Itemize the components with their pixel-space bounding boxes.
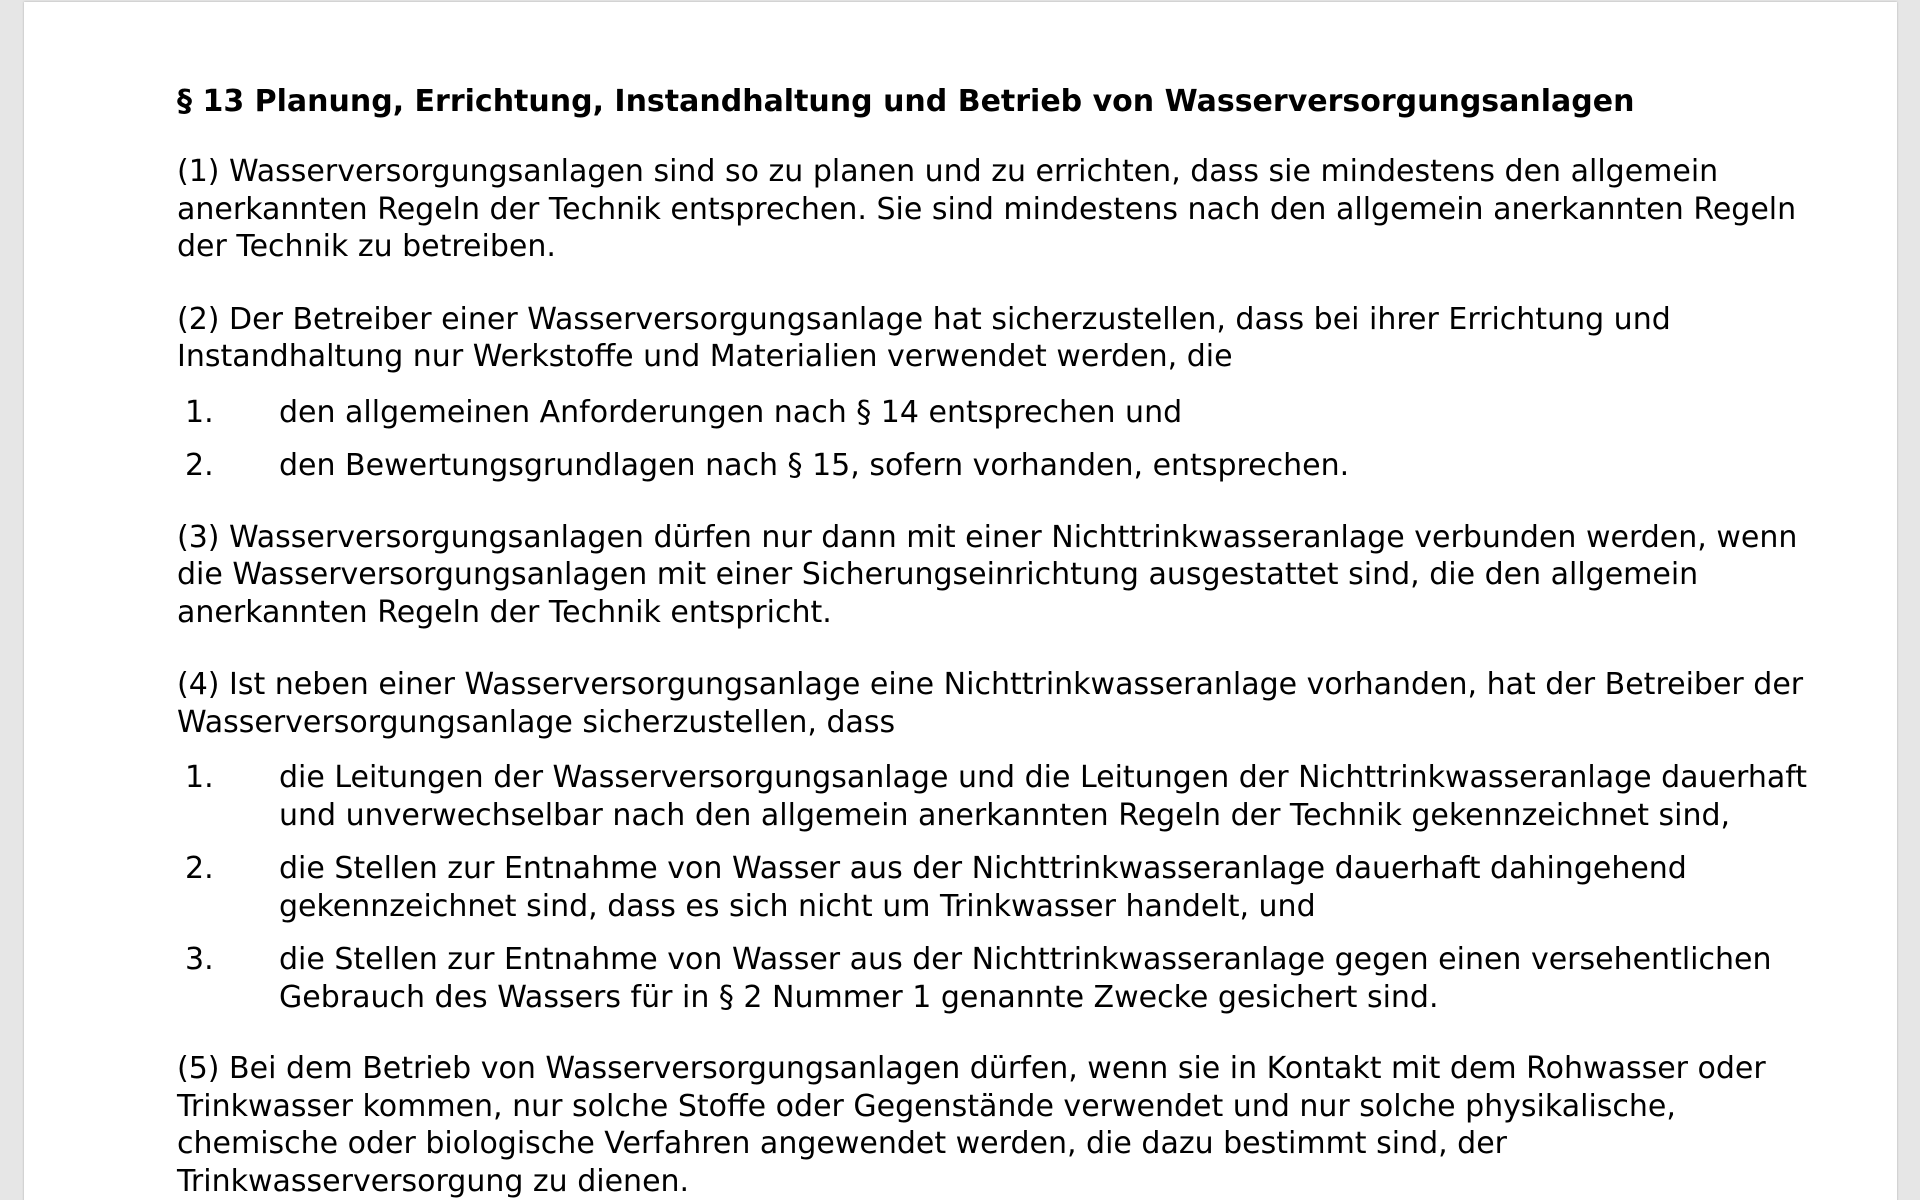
numbered-list [177, 394, 1817, 485]
section-heading: § 13 Planung, Errichtung, Instandhaltung und Betrieb von Wasserversorgungsanlagen [177, 84, 1635, 119]
list-item-number: 2. [185, 851, 214, 886]
list-item-text: den allgemeinen Anforderungen nach § 14 entsprechen und [279, 394, 1183, 430]
paragraph-5: (5) Bei dem Betrieb von Wasserversorgungsanlagen dürfen, wenn sie in Kontakt mit dem Rohwasser oder Trinkwasser kommen, nur solche Stoffe oder Gegenstände verwendet und nur solche physikalische, chemische oder biologische Verfahren angewendet werden, die dazu bestimmt sind, der Trinkwasserversorgung zu dienen. [177, 1051, 1766, 1199]
list-item [177, 394, 1817, 432]
list-item [177, 759, 1817, 834]
paragraph-2: (2) Der Betreiber einer Wasserversorgungsanlage hat sicherzustellen, dass bei ihrer Errichtung und Instandhaltung nur Werkstoffe und Materialien verwendet werden, die [177, 301, 1671, 374]
list-item [177, 941, 1817, 1016]
list-item [177, 850, 1817, 925]
list-item-text: die Stellen zur Entnahme von Wasser aus der Nichttrinkwasseranlage gegen einen versehentlichen Gebrauch des Wassers für in § 2 Nummer 1 genannte Zwecke gesichert sind. [279, 942, 1772, 1015]
list-item [177, 447, 1817, 485]
paragraph-3: (3) Wasserversorgungsanlagen dürfen nur dann mit einer Nichttrinkwasseranlage verbunden werden, wenn die Wasserversorgungsanlagen mit einer Sicherungseinrichtung ausgestattet sind, die den allgemein anerkannten Regeln der Technik entspricht. [177, 519, 1798, 630]
document-page [24, 2, 1897, 1200]
numbered-list [177, 759, 1817, 1016]
list-item-text: die Leitungen der Wasserversorgungsanlage und die Leitungen der Nichttrinkwasseranlage dauerhaft und unverwechselbar nach den allgemein anerkannten Regeln der Technik gekennzeichnet sind, [279, 760, 1808, 833]
list-item-number: 3. [185, 942, 214, 977]
list-item-number: 2. [185, 448, 214, 483]
list-item-number: 1. [185, 760, 214, 795]
document-content [177, 83, 1817, 1200]
paragraph-4: (4) Ist neben einer Wasserversorgungsanlage eine Nichttrinkwasseranlage vorhanden, hat der Betreiber der Wasserversorgungsanlage sicherzustellen, dass [177, 667, 1804, 740]
list-item-number: 1. [185, 394, 214, 430]
list-item-text: die Stellen zur Entnahme von Wasser aus der Nichttrinkwasseranlage dauerhaft dahingehend gekennzeichnet sind, dass es sich nicht um Trinkwasser handelt, und [279, 851, 1687, 924]
list-item-text: den Bewertungsgrundlagen nach § 15, sofern vorhanden, entsprechen. [279, 448, 1350, 483]
paragraph-1: (1) Wasserversorgungsanlagen sind so zu planen und zu errichten, dass sie mindestens den allgemein anerkannten Regeln der Technik entsprechen. Sie sind mindestens nach den allgemein anerkannten Regeln der Technik zu betreiben. [177, 154, 1797, 264]
